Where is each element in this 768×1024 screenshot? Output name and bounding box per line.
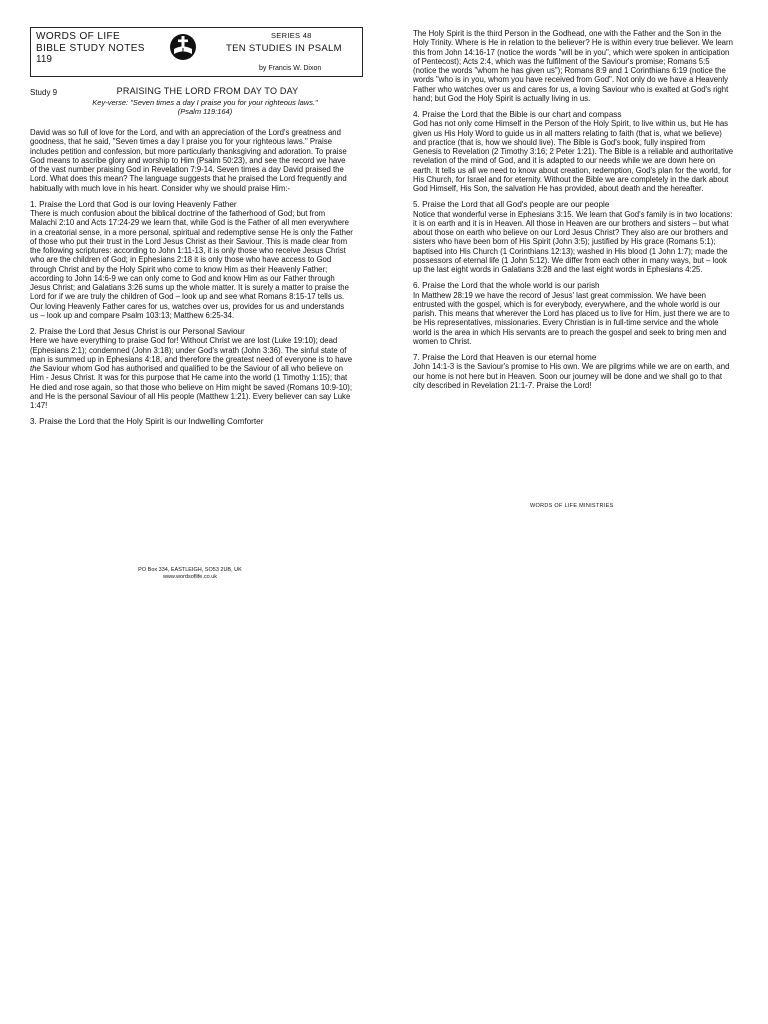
publication-subtitle: BIBLE STUDY NOTES (36, 43, 145, 54)
right-column (413, 29, 735, 390)
publication-name: WORDS OF LIFE (36, 31, 121, 42)
section-body-2-part-a: Here we have everything to praise God for! Without Christ we are lost (Luke 19:10); dead (Ephesians 2:1); condemned (John 3:18); under God's wrath (John 3:36). The sinful state of man is summed up in Ephesians 4:18, and therefore the greatest need of everyone is to have (30, 336, 353, 364)
ministries-footer: WORDS OF LIFE MINISTRIES (530, 503, 614, 509)
key-verse: Key-verse: "Seven times a day I praise you for your righteous laws." (Psalm 119:164) (92, 98, 318, 116)
cross-book-logo-icon (168, 32, 198, 62)
intro-paragraph: David was so full of love for the Lord, and with an appreciation of the Lord's greatness and goodness, that he said, "Seven times a day I praise you for your righteous laws." Praise includes petition and confession, but more particularly thanksgiving and adoration. To praise God means to ascribe glory and worship to Him (Psalm 50:23), and see the record we have of the vast number praising God in Revelation 7:9-14. Seven times a day David praised the Lord. What does this mean? The language suggests that he praised the Lord frequently and habitually with much love in his heart. Consider why we should praise Him:- (30, 128, 347, 193)
study-number: Study 9 (30, 88, 58, 97)
section-body-2-part-b: Saviour whom God has authorised and qualified to be the Saviour of all who believe on Him - Jesus Christ. It was for this purpose that He came into the world (1 Timothy 1:15); that He died and rose again, so that those who believe on Him might be saved (Romans 10:9-10); and He is the personal Saviour of all His people (Matthew 1:21). Every believer can say Luke 1:47! (30, 364, 353, 410)
psalm-number: 119 (36, 54, 52, 65)
website-link[interactable]: www.wordsoflife.co.uk (162, 574, 218, 580)
section-body-7: John 14:1-3 is the Saviour's promise to His own. We are pilgrims while we are on earth, and our home is not here but in Heaven. Soon our journey will be done and we shall go to that city described in Revelation 21:1-7. Praise the Lord! (413, 362, 730, 390)
section-body-3: The Holy Spirit is the third Person in the Godhead, one with the Father and the Son in the Holy Trinity. Where is He in relation to the believer? He is within every true believer. We learn this from John 14:16-17 (notice the words "will be in you", which were spoken in anticipation of Pentecost); Acts 2:4, which was the fulfilment of the Saviour's promise; Romans 5:5 (notice the words "whom he has given us"); Romans 8:9 and 1 Corinthians 6:19 (notice the words "who is in you, whom you have received from God". Not only do we have a Heavenly Father who watches over us and cares for us, a loving Saviour who is exalted at God's right hand; but God the Holy Spirit is actually living in us. (413, 29, 733, 103)
header-box (30, 27, 363, 77)
section-heading-5: 5. Praise the Lord that all God's people are our people (413, 200, 610, 210)
section-body-6: In Matthew 28:19 we have the record of Jesus' last great commission. We have been entrusted with the gospel, which is for everybody, everywhere, and the whole world is our parish. This means that wherever the Lord has placed us to live for Him, just there we are to be His representatives, missionaries. Every Christian is in full-time service and the whole world is the area in which His servants are to preach the gospel and seek to bring men and women to Christ. (413, 290, 730, 346)
series-label: SERIES 48 (271, 31, 312, 40)
section-heading-4: 4. Praise the Lord that the Bible is our chart and compass (413, 110, 622, 119)
section-heading-1: 1. Praise the Lord that God is our loving Heavenly Father (30, 199, 237, 209)
postal-address: PO Box 334, EASTLEIGH, SO53 2UB, UK (138, 567, 242, 573)
section-heading-2: 2. Praise the Lord that Jesus Christ is our Personal Saviour (30, 327, 245, 336)
author-byline: by Francis W. Dixon (259, 65, 322, 72)
address-block (120, 567, 260, 581)
section-body-5: Notice that wonderful verse in Ephesians 3:15. We learn that God's family is in two locations: it is on earth and it is in Heaven. All those in Heaven are our brothers and sisters – but what about those on earth who believe on our Lord Jesus Christ? They also are our brothers and sisters who have been born of His Spirit (John 3:5); justified by His grace (Romans 5:1); baptised into His Church (1 Corinthians 12:13); washed in His blood (1 John 1:7); made the possessors of eternal life (1 John 5:12). We differ from each other in many ways, but – look up the last eight words in Galatians 3:28 and the last eight words in Ephesians 4:25. (413, 209, 733, 274)
section-heading-3: 3. Praise the Lord that the Holy Spirit is our Indwelling Comforter (30, 417, 264, 427)
section-body-4: God has not only come Himself in the Person of the Holy Spirit, to live within us, but He has given us His Holy Word to guide us in all matters relating to faith (that is, what we believe) and practice (that is, how we should live). The Bible is God's book, fully inspired from Genesis to Revelation (2 Timothy 3:16; 2 Peter 1:21). The Bible is a reliable and authoritative revelation of the mind of God, and it is adapted to our needs while we are down here on earth. It tells us all we need to know about creation, redemption, God's plan for the world, for His Church, for Israel and for eternity. Without the Bible we are completely in the dark about God Himself, His Son, the salvation He has provided, about death and the hereafter. (413, 119, 734, 193)
section-body-1: There is much confusion about the biblical doctrine of the fatherhood of God; but from Malachi 2:10 and Acts 17:24-29 we learn that, while God is the Father of all men everywhere in a creatorial sense, in a more personal, spiritual and redemptive sense He is only the Father of those who put their trust in the Lord Jesus Christ as their Saviour. This is made clear from the following scriptures: according to John 1:11-13, it is only those who receive Jesus Christ who are the children of God; in Ephesians 2:18 it is only those who have access to God through Christ and by the Holy Spirit who come to know Him as their Heavenly Father; according to John 14:6-9 we can only come to God and know Him as our Father through Jesus Christ; and Galatians 3:26 sums up the whole matter. It is surely a matter to praise the Lord for if we are truly the children of God – look up and see what Romans 8:15-17 tells us. Our loving Heavenly Father cares for us, watches over us, provides for us and understands us – look up and compare Psalm 103:13; Matthew 6:25-34. (30, 209, 353, 320)
study-title: PRAISING THE LORD FROM DAY TO DAY (116, 86, 299, 96)
left-column (30, 128, 354, 427)
section-body-2-emphasis: the (30, 364, 41, 373)
studies-label: TEN STUDIES IN PSALM (226, 43, 342, 54)
section-heading-6: 6. Praise the Lord that the whole world is our parish (413, 281, 600, 291)
section-heading-7: 7. Praise the Lord that Heaven is our eternal home (413, 353, 597, 362)
section-body-2 (30, 336, 354, 410)
